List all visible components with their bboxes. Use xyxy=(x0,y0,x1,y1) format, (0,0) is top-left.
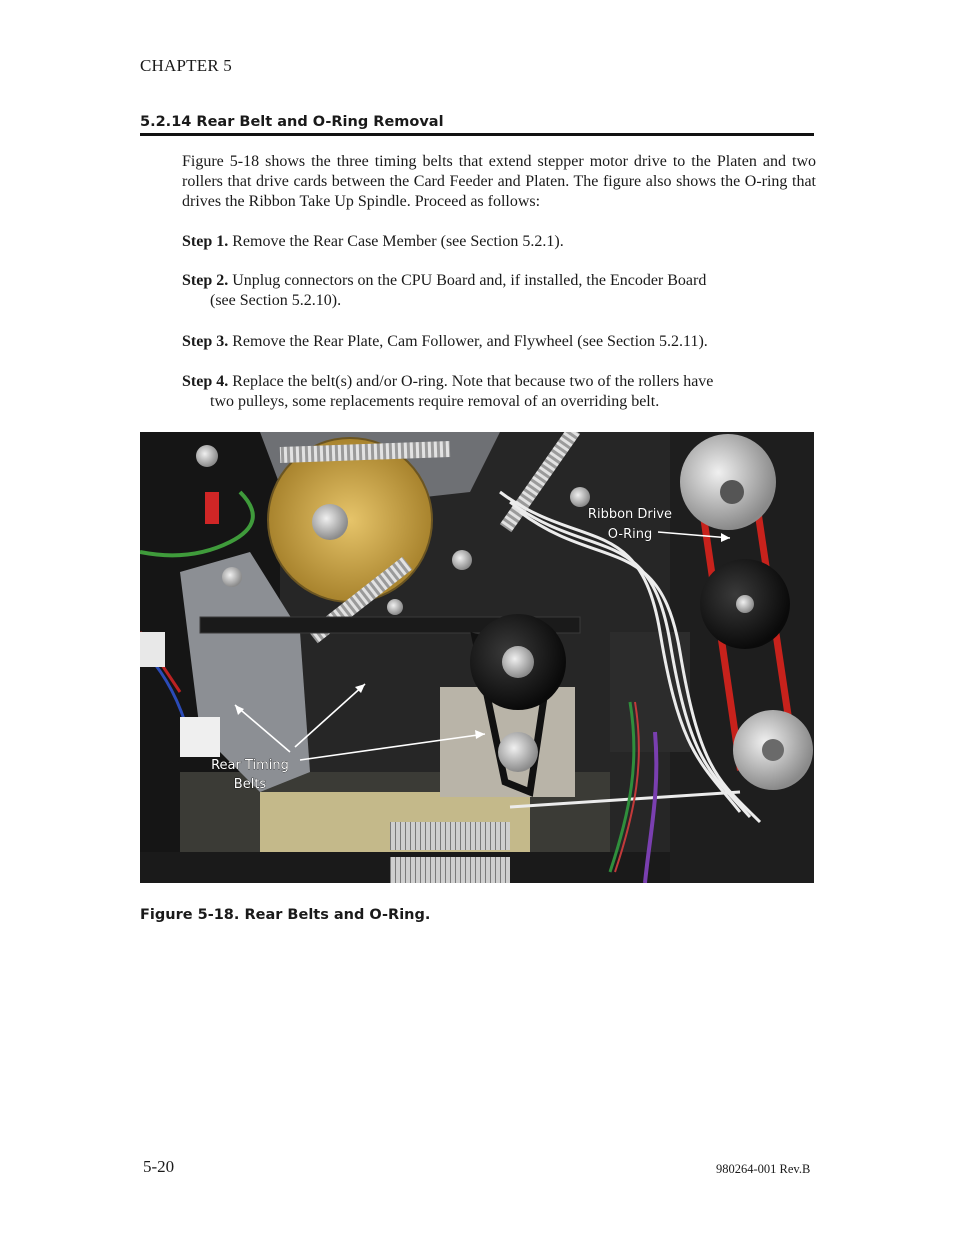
step-text-continued: two pulleys, some replacements require removal of an overriding belt. xyxy=(210,393,660,410)
encoder-hub xyxy=(312,504,348,540)
step-text: Replace the belt(s) and/or O-ring. Note that because two of the rollers have xyxy=(232,373,714,390)
upper-roller-hub xyxy=(720,480,744,504)
step-1 xyxy=(182,232,812,252)
step-text: Unplug connectors on the CPU Board and, if installed, the Encoder Board xyxy=(232,272,707,289)
white-connector xyxy=(180,717,220,757)
screw xyxy=(196,445,218,467)
ribbon-label-line2: O-Ring xyxy=(607,527,653,542)
red-connector xyxy=(205,492,219,524)
screw xyxy=(387,599,403,615)
step-label: Step 2. xyxy=(182,272,229,289)
step-label: Step 3. xyxy=(182,333,229,350)
step-label: Step 4. xyxy=(182,373,229,390)
step-4 xyxy=(182,372,812,412)
platen-housing xyxy=(610,632,690,752)
step-text: Remove the Rear Case Member (see Section 5.2.1). xyxy=(232,233,564,250)
lower-pulley xyxy=(498,732,538,772)
screw xyxy=(222,567,242,587)
lower-roller-hub xyxy=(762,739,784,761)
ribbon-label-line1: Ribbon Drive xyxy=(587,507,673,522)
section-rule xyxy=(140,133,814,136)
white-connector xyxy=(140,632,165,667)
chapter-heading: CHAPTER 5 xyxy=(140,56,233,75)
intro-paragraph: Figure 5-18 shows the three timing belts that extend stepper motor drive to the Platen and two rollers that drive cards between the Card Feeder and Platen. The figure also shows the O-ring that drives the Ribbon Take Up Spindle. Proceed as follows: xyxy=(182,153,816,210)
document-number: 980264-001 Rev.B xyxy=(716,1162,811,1176)
screw xyxy=(452,550,472,570)
section-title: 5.2.14 Rear Belt and O-Ring Removal xyxy=(140,114,444,130)
step-text-continued: (see Section 5.2.10). xyxy=(210,292,342,309)
screw xyxy=(570,487,590,507)
pulley-hub xyxy=(502,646,534,678)
encoder-wheel xyxy=(268,438,432,602)
ribbon-cable xyxy=(390,857,510,883)
step-3 xyxy=(182,332,812,352)
figure-photo xyxy=(140,432,814,883)
ribbon-cable xyxy=(390,822,510,850)
rear-label-line1: Rear Timing xyxy=(211,758,289,773)
step-text: Remove the Rear Plate, Cam Follower, and Flywheel (see Section 5.2.11). xyxy=(232,333,708,350)
step-label: Step 1. xyxy=(182,233,229,250)
rear-label-line2: Belts xyxy=(233,777,267,792)
step-2 xyxy=(182,271,812,311)
black-roller-hub xyxy=(736,595,754,613)
page-number: 5-20 xyxy=(143,1157,175,1176)
figure-caption: Figure 5-18. Rear Belts and O-Ring. xyxy=(140,907,431,923)
